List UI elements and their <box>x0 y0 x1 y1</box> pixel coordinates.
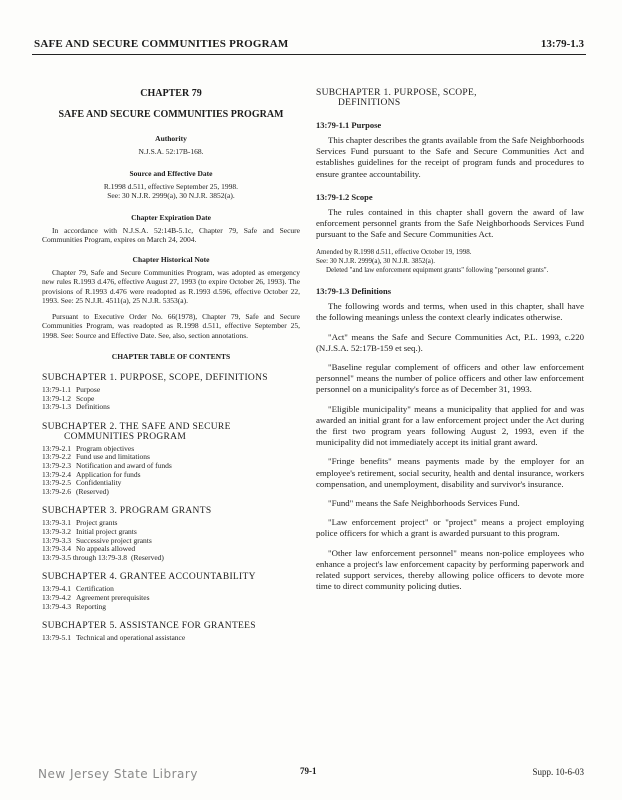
toc-subchapter-3 <box>42 506 300 562</box>
expiration-text: In accordance with N.J.S.A. 52:14B-5.1c, Chapter 79, Safe and Secure Communities Program, expires on March 24, 2004. <box>42 225 300 244</box>
definition: "Fringe benefits" means payments made by the employer for an employee's retirement, social security, health and dental insurance, workers compensation, and unemployment, disability and survivor's insurance. <box>316 456 584 489</box>
definition: "Fund" means the Safe Neighborhoods Services Fund. <box>328 498 520 509</box>
toc-item[interactable] <box>42 603 300 612</box>
toc-item-text: Initial project grants <box>76 526 137 536</box>
toc-item-text: (Reserved) <box>76 486 109 496</box>
toc-subchapter-title: SUBCHAPTER 3. PROGRAM GRANTS <box>42 506 212 517</box>
authority-text: N.J.S.A. 52:17B-168. <box>138 147 204 156</box>
historical-note-1: Chapter 79, Safe and Secure Communities Program, was adopted as emergency new rules R.1993 d.476, effective August 27, 1993 (to expire October 26, 1993). The provisions of R.1993 d.476 were readopted as R.1993 d.596, effective October 22, 1993. See: 25 N.J.R. 4511(a), 25 N.J.R. 5353(a). <box>42 267 300 305</box>
authority-heading: Authority <box>155 134 187 143</box>
chapter-title: SAFE AND SECURE COMMUNITIES PROGRAM <box>58 109 284 120</box>
historical-heading: Chapter Historical Note <box>132 254 210 264</box>
definition: "Baseline regular complement of officers and other law enforcement personnel" means the number of police officers and other law enforcement personnel on a municipality's force as of December 31, 1993. <box>316 362 584 395</box>
toc-item-text: Project grants <box>76 518 118 528</box>
toc-item-text: Program objectives <box>76 443 135 453</box>
section-heading-purpose: 13:79-1.1 Purpose <box>316 120 382 130</box>
toc-item-text: Purpose <box>76 385 101 394</box>
toc-item-text: Confidentiality <box>76 478 122 488</box>
toc-item-text: (Reserved) <box>131 552 164 562</box>
toc-subchapter-4 <box>42 572 300 611</box>
toc-item-number: 13:79-2.4 <box>42 469 71 479</box>
definition: "Other law enforcement personnel" means non-police employees who enhance a project's law enforcement capacity by performing paperwork and related support services, thereby allowing police officers to devote more time to direct community policing duties. <box>316 547 584 592</box>
toc-item[interactable] <box>42 403 300 412</box>
toc-subchapter-title: SUBCHAPTER 1. PURPOSE, SCOPE, DEFINITIONS <box>42 373 268 383</box>
toc-item-number: 13:79-2.2 <box>42 452 71 462</box>
toc-item[interactable] <box>42 554 300 563</box>
toc-heading: CHAPTER TABLE OF CONTENTS <box>111 352 231 361</box>
toc-item[interactable] <box>42 634 300 643</box>
definition: "Eligible municipality" means a municipality that applied for and was awarded an initial grant for a law enforcement project under the Act during the first two program years following August 2, 1993, even if the municipality did not immediately accept its initial grant award. <box>316 403 584 448</box>
definition: "Act" means the Safe and Secure Communities Act, P.L. 1993, c.220 (N.J.S.A. 52:17B-159 et seq.). <box>316 331 584 353</box>
toc-item-number: 13:79-1.1 <box>42 385 71 394</box>
toc-subchapter-title: SUBCHAPTER 5. ASSISTANCE FOR GRANTEES <box>42 621 256 632</box>
right-column <box>316 88 584 592</box>
section-text-purpose: This chapter describes the grants available from the Safe Neighborhoods Services Fund pursuant to the Safe and Secure Communities Act and establishes guidelines for the receipt of program funds and procedures to ensure grantee accountability. <box>316 135 584 179</box>
toc-subchapter-5 <box>42 621 300 643</box>
toc-item-number: 13:79-4.1 <box>42 584 71 594</box>
toc-subchapter-2 <box>42 422 300 497</box>
toc-item-number: 13:79-4.2 <box>42 592 71 602</box>
toc-subchapter-title: SUBCHAPTER 4. GRANTEE ACCOUNTABILITY <box>42 572 256 583</box>
toc-item-text: Notification and award of funds <box>76 460 172 470</box>
section-heading-definitions: 13:79-1.3 Definitions <box>316 286 392 297</box>
running-header-section: 13:79-1.3 <box>540 38 584 50</box>
toc-item-number: 13:79-3.4 <box>42 544 71 554</box>
toc-item-number: 13:79-1.2 <box>42 393 71 403</box>
chapter-number: CHAPTER 79 <box>140 88 202 99</box>
toc-item-number: 13:79-2.1 <box>42 443 71 453</box>
toc-item-number: 13:79-5.1 <box>42 633 71 643</box>
toc-item-number: 13:79-1.3 <box>42 402 71 412</box>
section-heading-scope: 13:79-1.2 Scope <box>316 191 373 202</box>
library-watermark: New Jersey State Library <box>38 767 198 781</box>
toc-item-text: No appeals allowed <box>76 544 136 554</box>
toc-item-text: Definitions <box>76 402 110 412</box>
toc-item-number: 13:79-3.5 through 13:79-3.8 <box>42 552 127 562</box>
definition: "Law enforcement project" or "project" means a project employing police officers for which a grant is awarded pursuant to this program. <box>316 517 584 539</box>
toc-item-text: Successive project grants <box>76 535 152 545</box>
toc-item-number: 13:79-3.3 <box>42 535 71 545</box>
toc-subchapter-title: SUBCHAPTER 2. THE SAFE AND SECURE <box>42 421 231 432</box>
toc-item-text: Reporting <box>76 601 106 611</box>
toc-item-number: 13:79-2.3 <box>42 460 71 470</box>
amendment-line: Deleted "and law enforcement equipment grants" following "personnel grants". <box>326 265 549 274</box>
subchapter-title: SUBCHAPTER 1. PURPOSE, SCOPE, <box>316 88 477 98</box>
section-text-scope: The rules contained in this chapter shall govern the award of law enforcement personnel grants from the Safe Neighborhoods Services Fund pursuant to the Safe and Secure Communities Act. <box>316 206 584 240</box>
toc-item-number: 13:79-3.1 <box>42 518 71 528</box>
toc-subchapter-1 <box>42 373 300 412</box>
toc-item-text: Fund use and limitations <box>76 452 150 462</box>
page-number: 79-1 <box>300 766 317 776</box>
amendment-line: Amended by R.1998 d.511, effective October 19, 1998. <box>316 248 472 257</box>
toc-subchapter-title-cont: COMMUNITIES PROGRAM <box>64 431 187 442</box>
toc-item-number: 13:79-2.6 <box>42 486 71 496</box>
source-line-1: R.1998 d.511, effective September 25, 1998. <box>103 181 239 191</box>
toc-item-text: Scope <box>76 393 95 403</box>
toc-item-text: Technical and operational assistance <box>76 633 186 643</box>
running-header-title: SAFE AND SECURE COMMUNITIES PROGRAM <box>34 38 289 50</box>
toc-item-number: 13:79-3.2 <box>42 526 71 536</box>
left-column <box>42 88 300 643</box>
toc-item-text: Application for funds <box>76 469 141 479</box>
amendment-line: See: 30 N.J.R. 2999(a), 30 N.J.R. 3852(a). <box>316 257 435 266</box>
subchapter-title-cont: DEFINITIONS <box>338 98 401 108</box>
definitions-intro: The following words and terms, when used in this chapter, shall have the following meanings unless the context clearly indicates otherwise. <box>316 301 584 323</box>
toc-item-number: 13:79-2.5 <box>42 478 71 488</box>
toc-item-text: Certification <box>76 584 114 594</box>
historical-note-2: Pursuant to Executive Order No. 66(1978), Chapter 79, Safe and Secure Communities Program, was readopted as R.1998 d.511, effective September 25, 1998. See: Source and Effective Date. See, also, section annotations. <box>42 311 300 340</box>
expiration-heading: Chapter Expiration Date <box>131 212 211 222</box>
toc-item[interactable] <box>42 488 300 497</box>
toc-item-text: Agreement prerequisites <box>76 592 150 602</box>
source-line-2: See: 30 N.J.R. 2999(a), 30 N.J.R. 3852(a). <box>107 191 235 200</box>
source-heading: Source and Effective Date <box>129 168 213 178</box>
header-rule <box>32 54 586 55</box>
toc-item-number: 13:79-4.3 <box>42 601 71 611</box>
supplement-date: Supp. 10-6-03 <box>532 767 584 777</box>
